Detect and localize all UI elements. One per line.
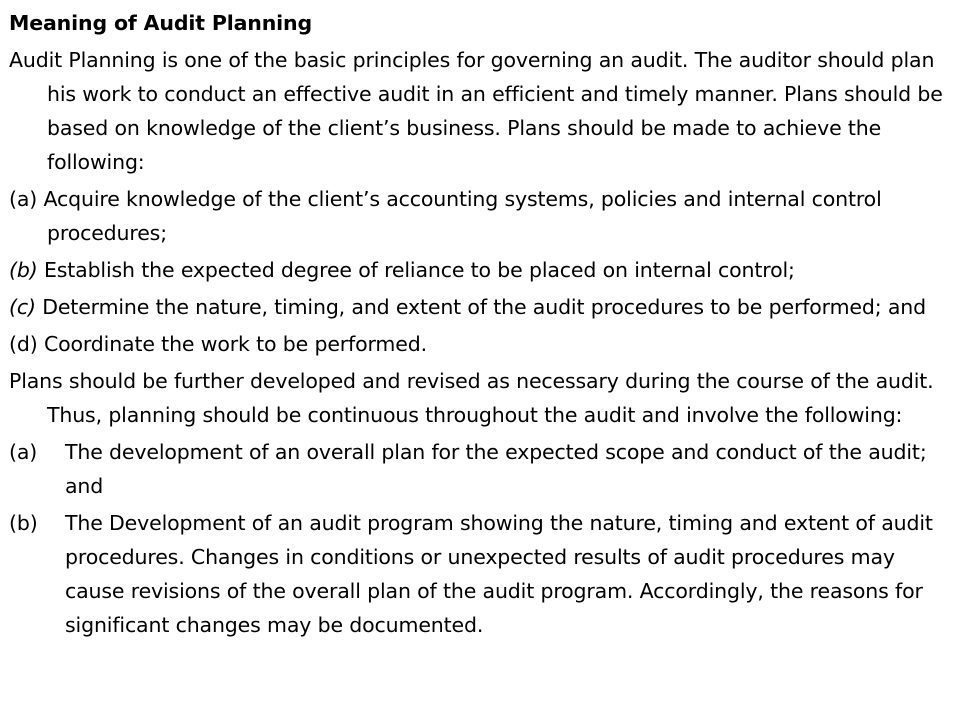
objective-text-d: Coordinate the work to be performed. bbox=[43, 332, 427, 356]
objective-item-b bbox=[9, 253, 949, 287]
objective-marker-c: (c) bbox=[9, 295, 36, 319]
slide-content bbox=[9, 6, 949, 645]
objective-text-c: Determine the nature, timing, and extent of the audit procedures to be performed; and bbox=[42, 295, 926, 319]
involve-marker-b: (b) bbox=[9, 511, 38, 535]
objective-marker-d: (d) bbox=[9, 332, 38, 356]
objective-marker-b: (b) bbox=[9, 258, 38, 282]
involve-marker-a: (a) bbox=[9, 440, 38, 464]
objective-item-c bbox=[9, 290, 949, 324]
objective-text-b: Establish the expected degree of reliance to be placed on internal control; bbox=[43, 258, 795, 282]
intro-paragraph: Audit Planning is one of the basic principles for governing an audit. The auditor should plan his work to conduct an effective audit in an efficient and timely manner. Plans should be based on knowledge of the client’s business. Plans should be made to achieve the following: bbox=[9, 48, 943, 174]
objective-item-a bbox=[9, 182, 949, 250]
involve-text-b: The Development of an audit program showing the nature, timing and extent of audit procedures. Changes in conditions or unexpected results of audit procedures may cause revisions of the overall plan of the audit program. Accordingly, the reasons for significant changes may be documented. bbox=[65, 511, 933, 637]
further-paragraph: Plans should be further developed and revised as necessary during the course of the audit. Thus, planning should be continuous throughout the audit and involve the following: bbox=[9, 369, 934, 427]
objective-marker-a: (a) bbox=[9, 187, 38, 211]
objective-text-a: Acquire knowledge of the client’s accounting systems, policies and internal control procedures; bbox=[43, 187, 882, 245]
involve-item-a bbox=[9, 435, 949, 503]
objective-item-d bbox=[9, 327, 949, 361]
page-title: Meaning of Audit Planning bbox=[9, 11, 313, 35]
involve-text-a: The development of an overall plan for the expected scope and conduct of the audit; and bbox=[65, 440, 927, 498]
involve-item-b bbox=[9, 506, 949, 642]
